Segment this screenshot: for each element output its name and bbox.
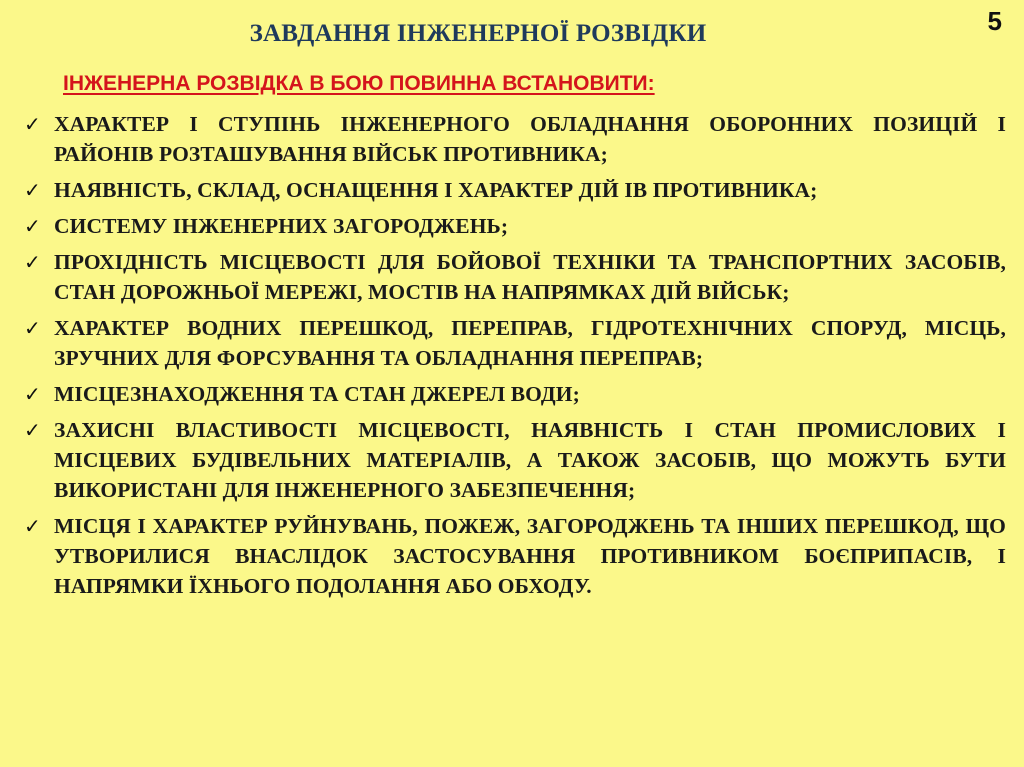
check-mark-icon: ✓ — [24, 514, 41, 538]
list-item-text: ПРОХІДНІСТЬ МІСЦЕВОСТІ ДЛЯ БОЙОВОЇ ТЕХНІКИ ТА ТРАНСПОРТНИХ ЗАСОБІВ, СТАН ДОРОЖНЬОЇ МЕРЕЖІ, МОСТІВ НА НАПРЯМКАХ ДІЙ ВІЙСЬК; — [54, 250, 1006, 304]
list-item — [24, 109, 1006, 169]
list-item — [24, 511, 1006, 601]
list-item — [24, 313, 1006, 373]
task-list — [24, 109, 1006, 607]
check-mark-icon: ✓ — [24, 382, 41, 406]
list-item-text: ХАРАКТЕР ВОДНИХ ПЕРЕШКОД, ПЕРЕПРАВ, ГІДРОТЕХНІЧНИХ СПОРУД, МІСЦЬ, ЗРУЧНИХ ДЛЯ ФОРСУВАННЯ ТА ОБЛАДНАННЯ ПЕРЕПРАВ; — [54, 316, 1006, 370]
list-item — [24, 379, 1006, 409]
slide-title: ЗАВДАННЯ ІНЖЕНЕРНОЇ РОЗВІДКИ — [249, 20, 707, 47]
check-mark-icon: ✓ — [24, 178, 41, 202]
check-mark-icon: ✓ — [24, 250, 41, 274]
list-item-text: ХАРАКТЕР І СТУПІНЬ ІНЖЕНЕРНОГО ОБЛАДНАННЯ ОБОРОННИХ ПОЗИЦІЙ І РАЙОНІВ РОЗТАШУВАННЯ ВІЙСЬК ПРОТИВНИКА; — [54, 112, 1006, 166]
list-item-text: ЗАХИСНІ ВЛАСТИВОСТІ МІСЦЕВОСТІ, НАЯВНІСТЬ І СТАН ПРОМИСЛОВИХ І МІСЦЕВИХ БУДІВЕЛЬНИХ МАТЕРІАЛІВ, А ТАКОЖ ЗАСОБІВ, ЩО МОЖУТЬ БУТИ ВИКОРИСТАНІ ДЛЯ ІНЖЕНЕРНОГО ЗАБЕЗПЕЧЕННЯ; — [54, 418, 1006, 502]
check-mark-icon: ✓ — [24, 112, 41, 136]
check-mark-icon: ✓ — [24, 316, 41, 340]
check-mark-icon: ✓ — [24, 418, 41, 442]
list-item — [24, 247, 1006, 307]
list-item-text: НАЯВНІСТЬ, СКЛАД, ОСНАЩЕННЯ І ХАРАКТЕР ДІЙ ІВ ПРОТИВНИКА; — [54, 178, 818, 202]
list-item — [24, 175, 1006, 205]
slide-subtitle: ІНЖЕНЕРНА РОЗВІДКА В БОЮ ПОВИННА ВСТАНОВИТИ: — [63, 72, 655, 95]
slide-number: 5 — [987, 6, 1002, 36]
list-item-text: МІСЦЯ І ХАРАКТЕР РУЙНУВАНЬ, ПОЖЕЖ, ЗАГОРОДЖЕНЬ ТА ІНШИХ ПЕРЕШКОД, ЩО УТВОРИЛИСЯ ВНАСЛІДОК ЗАСТОСУВАННЯ ПРОТИВНИКОМ БОЄПРИПАСІВ, І НАПРЯМКИ ЇХНЬОГО ПОДОЛАННЯ АБО ОБХОДУ. — [54, 514, 1006, 598]
list-item — [24, 415, 1006, 505]
check-mark-icon: ✓ — [24, 214, 41, 238]
list-item — [24, 211, 1006, 241]
list-item-text: СИСТЕМУ ІНЖЕНЕРНИХ ЗАГОРОДЖЕНЬ; — [54, 214, 509, 238]
list-item-text: МІСЦЕЗНАХОДЖЕННЯ ТА СТАН ДЖЕРЕЛ ВОДИ; — [54, 382, 580, 406]
